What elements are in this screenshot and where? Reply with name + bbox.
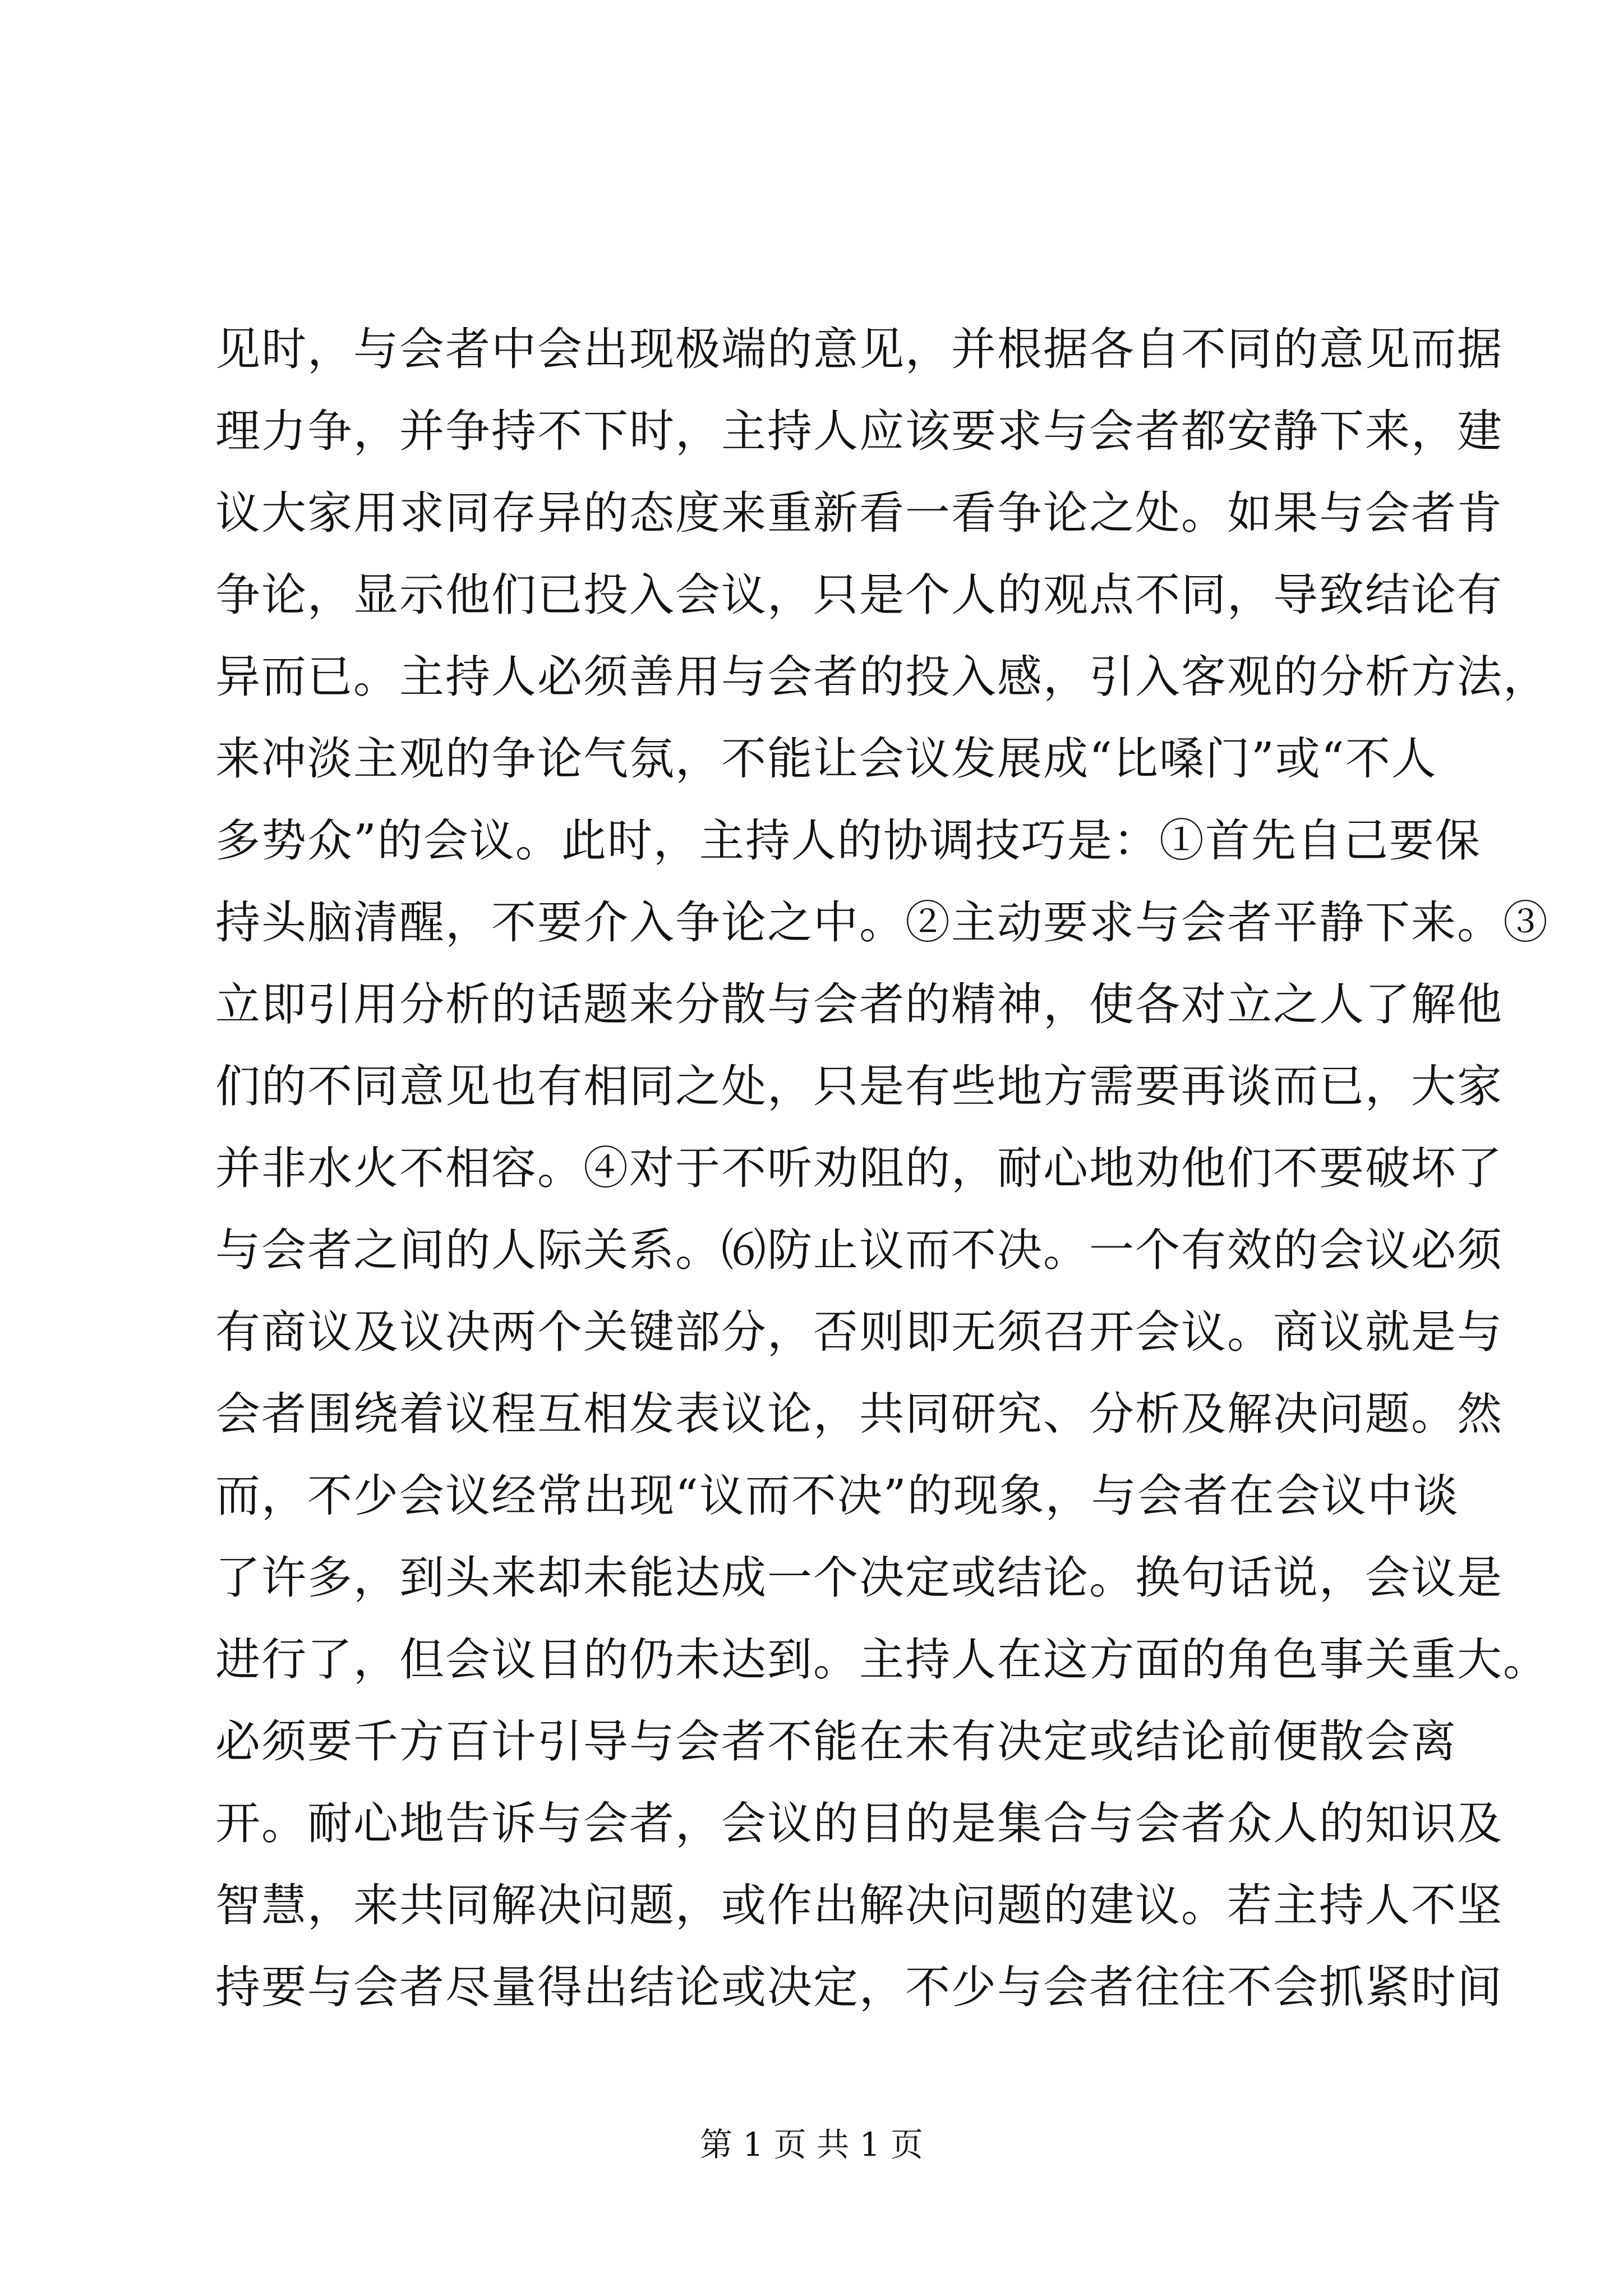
- text-line: 见时，与会者中会出现极端的意见，并根据各自不同的意见而据: [215, 323, 1503, 375]
- page-number-label: 第 1 页 共 1 页: [700, 2125, 923, 2164]
- body-text: [215, 309, 1549, 2028]
- text-line: 议大家用求同存异的态度来重新看一看争论之处。如果与会者肯: [215, 487, 1503, 539]
- text-line: 持要与会者尽量得出结论或决定，不少与会者往往不会抓紧时间: [215, 1961, 1503, 2013]
- text-line: 们的不同意见也有相同之处，只是有些地方需要再谈而已，大家: [215, 1060, 1503, 1112]
- text-line: 异而已。主持人必须善用与会者的投入感，引入客观的分析方法，: [215, 651, 1549, 703]
- text-line: 而，不少会议经常出现“议而不决”的现象，与会者在会议中谈: [215, 1470, 1459, 1522]
- text-line: 理力争，并争持不下时，主持人应该要求与会者都安静下来，建: [215, 405, 1503, 457]
- text-line: 必须要千方百计引导与会者不能在未有决定或结论前便散会离: [215, 1715, 1457, 1768]
- text-line: 立即引用分析的话题来分散与会者的精神，使各对立之人了解他: [215, 978, 1503, 1030]
- page-footer: [0, 2125, 1623, 2164]
- text-line: 智慧，来共同解决问题，或作出解决问题的建议。若主持人不坚: [215, 1879, 1503, 1931]
- text-line: 并非水火不相容。④对于不听劝阻的，耐心地劝他们不要破坏了: [215, 1142, 1503, 1194]
- text-line: 与会者之间的人际关系。⑹防止议而不决。一个有效的会议必须: [215, 1224, 1503, 1276]
- text-line: 来冲淡主观的争论气氛，不能让会议发展成“比嗓门”或“不人: [215, 733, 1437, 785]
- text-line: 了许多，到头来却未能达成一个决定或结论。换句话说，会议是: [215, 1552, 1503, 1604]
- text-line: 争论，显示他们已投入会议，只是个人的观点不同，导致结论有: [215, 569, 1503, 621]
- text-line: 开。耐心地告诉与会者，会议的目的是集合与会者众人的知识及: [215, 1797, 1503, 1849]
- text-line: 持头脑清醒，不要介入争论之中。②主动要求与会者平静下来。③: [215, 896, 1549, 949]
- text-line: 有商议及议决两个关键部分，否则即无须召开会议。商议就是与: [215, 1306, 1503, 1358]
- text-line: 会者围绕着议程互相发表议论，共同研究、分析及解决问题。然: [215, 1388, 1503, 1440]
- text-line: 进行了，但会议目的仍未达到。主持人在这方面的角色事关重大。: [215, 1634, 1549, 1686]
- text-line: 多势众”的会议。此时，主持人的协调技巧是：①首先自己要保: [215, 815, 1481, 867]
